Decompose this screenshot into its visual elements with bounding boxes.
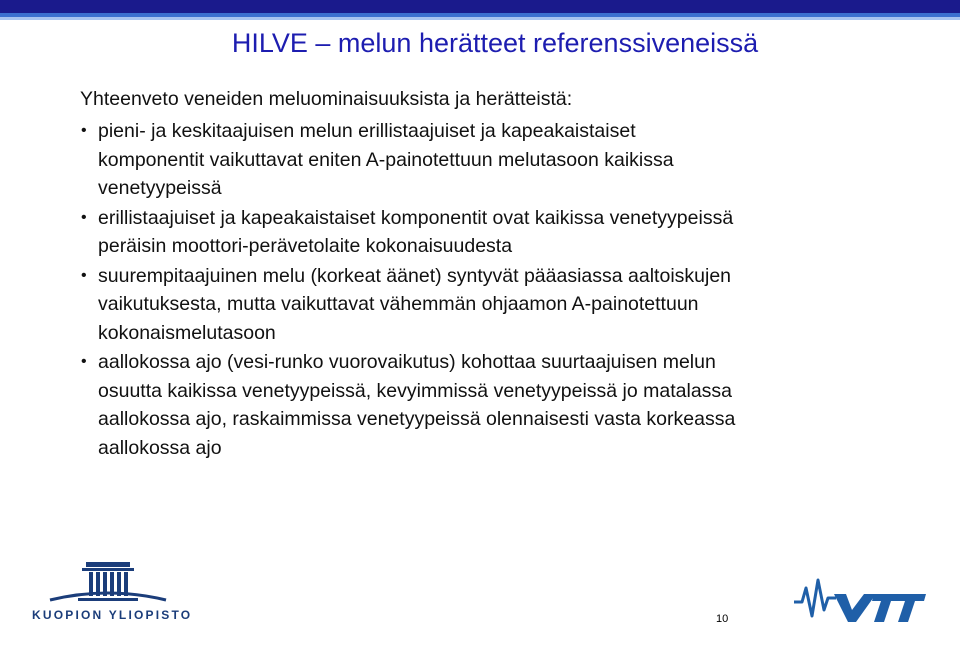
bullet-line: venetyypeissä: [98, 177, 222, 199]
bullet-line: osuutta kaikissa venetyypeissä, kevyimmissä venetyypeissä jo matalassa: [98, 379, 733, 402]
bullet-icon: •: [81, 122, 87, 139]
bullet-line: aallokossa ajo (vesi-runko vuorovaikutus) kohottaa suurtaajuisen melun: [98, 351, 716, 373]
top-bar-light: [0, 17, 960, 20]
bullet-line: kokonaismelutasoon: [98, 321, 276, 344]
bullet-line: komponentit vaikuttavat eniten A-painotettuun melutasoon kaikissa: [98, 148, 674, 171]
bullet-line: pieni- ja keskitaajuisen melun erillistaajuiset ja kapeakaistaiset: [98, 120, 636, 142]
top-bar-mid: [0, 13, 960, 17]
bullet-list: [81, 117, 928, 462]
bullet-item: [81, 204, 928, 261]
bullet-item: [81, 117, 928, 203]
bullet-icon: •: [81, 353, 87, 370]
bullet-line: vaikutuksesta, mutta vaikuttavat vähemmän ohjaamon A-painotettuun: [98, 293, 699, 315]
bullet-icon: •: [81, 208, 87, 226]
bullet-line: suurempitaajuinen melu (korkeat äänet) syntyvät pääasiassa aaltoiskujen: [98, 264, 732, 287]
bullet-line: aallokossa ajo, raskaimmissa venetyypeissä olennaisesti vasta korkeassa: [98, 408, 736, 430]
bullet-item: [81, 262, 928, 348]
bullet-item: [81, 348, 928, 462]
top-bar-dark: [0, 0, 960, 13]
page-number: 10: [716, 613, 729, 625]
bullet-icon: •: [81, 266, 87, 284]
vtt-logo-icon: [790, 570, 930, 630]
slide-intro: Yhteenveto veneiden meluominaisuuksista ja herätteistä:: [80, 88, 573, 110]
slide-title: HILVE – melun herätteet referenssiveneissä: [231, 28, 759, 58]
university-name: KUOPION YLIOPISTO: [32, 608, 193, 622]
top-decorative-bar: [0, 0, 960, 20]
bullet-line: peräisin moottori-perävetolaite kokonaisuudesta: [98, 235, 513, 257]
bullet-line: aallokossa ajo: [98, 436, 222, 459]
bullet-line: erillistaajuiset ja kapeakaistaiset komponentit ovat kaikissa venetyypeissä: [98, 206, 734, 229]
